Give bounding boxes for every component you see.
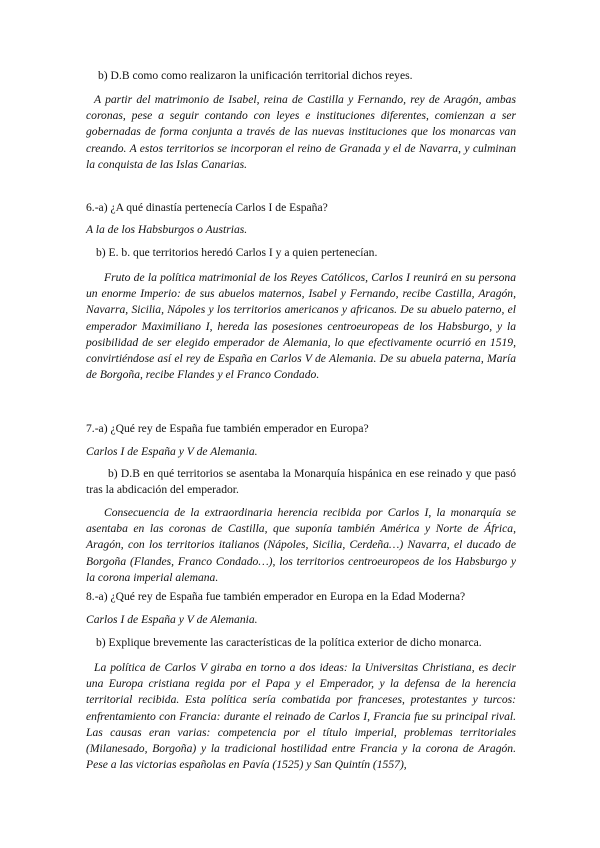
question-5b: b) D.B como como realizaron la unificación territorial dichos reyes. <box>98 69 413 82</box>
answer-6b: Fruto de la política matrimonial de los Reyes Católicos, Carlos I reunirá en su persona un enorme Imperio: de sus abuelos maternos, Isabel y Fernando, recibe Castilla, Aragón, Navarra, Sicilia, Nápoles y los territorios americanos y africanos. De su abuelo paterno, el emperador Maximiliano I, hereda las posesiones centroeuropeas de los Habsburgo, y la posibilidad de ser elegido emperador de Alemania, lo que efectivamente ocurrió en 1519, convirtiéndose así el rey de España en Carlos V de Alemania. De su abuela paterna, María de Borgoña, recibe Flandes y el Franco Condado. <box>86 271 516 382</box>
question-6b: b) E. b. que territorios heredó Carlos I y a quien pertenecían. <box>96 246 378 259</box>
answer-8b: La política de Carlos V giraba en torno a dos ideas: la Universitas Christiana, es decir una Europa cristiana regida por el Papa y el Emperador, y la defensa de la herencia territorial recibida. Esta política sería combatida por franceses, protestantes y turcos: enfrentamiento con Francia: durante el reinado de Carlos I, Francia fue su principal rival. Las causas eran varias: competencia por el título imperial, problemas territoriales (Milanesado, Borgoña) y la tradicional hostilidad entre Francia y la corona de Aragón. Pese a las victorias españolas en Pavía (1525) y San Quintín (1557), <box>86 661 516 772</box>
answer-6a: A la de los Habsburgos o Austrias. <box>86 223 248 236</box>
question-6a: 6.-a) ¿A qué dinastía pertenecía Carlos I de España? <box>86 201 328 214</box>
question-7b: b) D.B en qué territorios se asentaba la Monarquía hispánica en ese reinado y que pasó tras la abdicación del emperador. <box>86 467 516 497</box>
answer-5b: A partir del matrimonio de Isabel, reina de Castilla y Fernando, rey de Aragón, ambas coronas, pese a seguir contando con leyes e instituciones diferentes, comienzan a ser gobernadas de forma conjunta a través de las nuevas instituciones que los monarcas van creando. A estos territorios se incorporan el reino de Granada y el de Navarra, y culminan la conquista de las Islas Canarias. <box>86 93 516 171</box>
answer-7b: Consecuencia de la extraordinaria herencia recibida por Carlos I, la monarquía se asentaba en las coronas de Castilla, que suponía también América y Norte de África, Aragón, con los territorios italianos (Nápoles, Sicilia, Cerdeña…) Navarra, el ducado de Borgoña (Flandes, Franco Condado…), los territorios centroeuropeos de los Habsburgo y la corona imperial alemana. <box>86 506 516 584</box>
answer-8a: Carlos I de España y V de Alemania. <box>86 613 258 626</box>
question-8b: b) Explique brevemente las características de la política exterior de dicho monarca. <box>96 636 482 649</box>
question-8a: 8.-a) ¿Qué rey de España fue también emperador en Europa en la Edad Moderna? <box>86 590 466 603</box>
answer-7a: Carlos I de España y V de Alemania. <box>86 445 258 458</box>
question-7a: 7.-a) ¿Qué rey de España fue también emperador en Europa? <box>86 422 369 435</box>
